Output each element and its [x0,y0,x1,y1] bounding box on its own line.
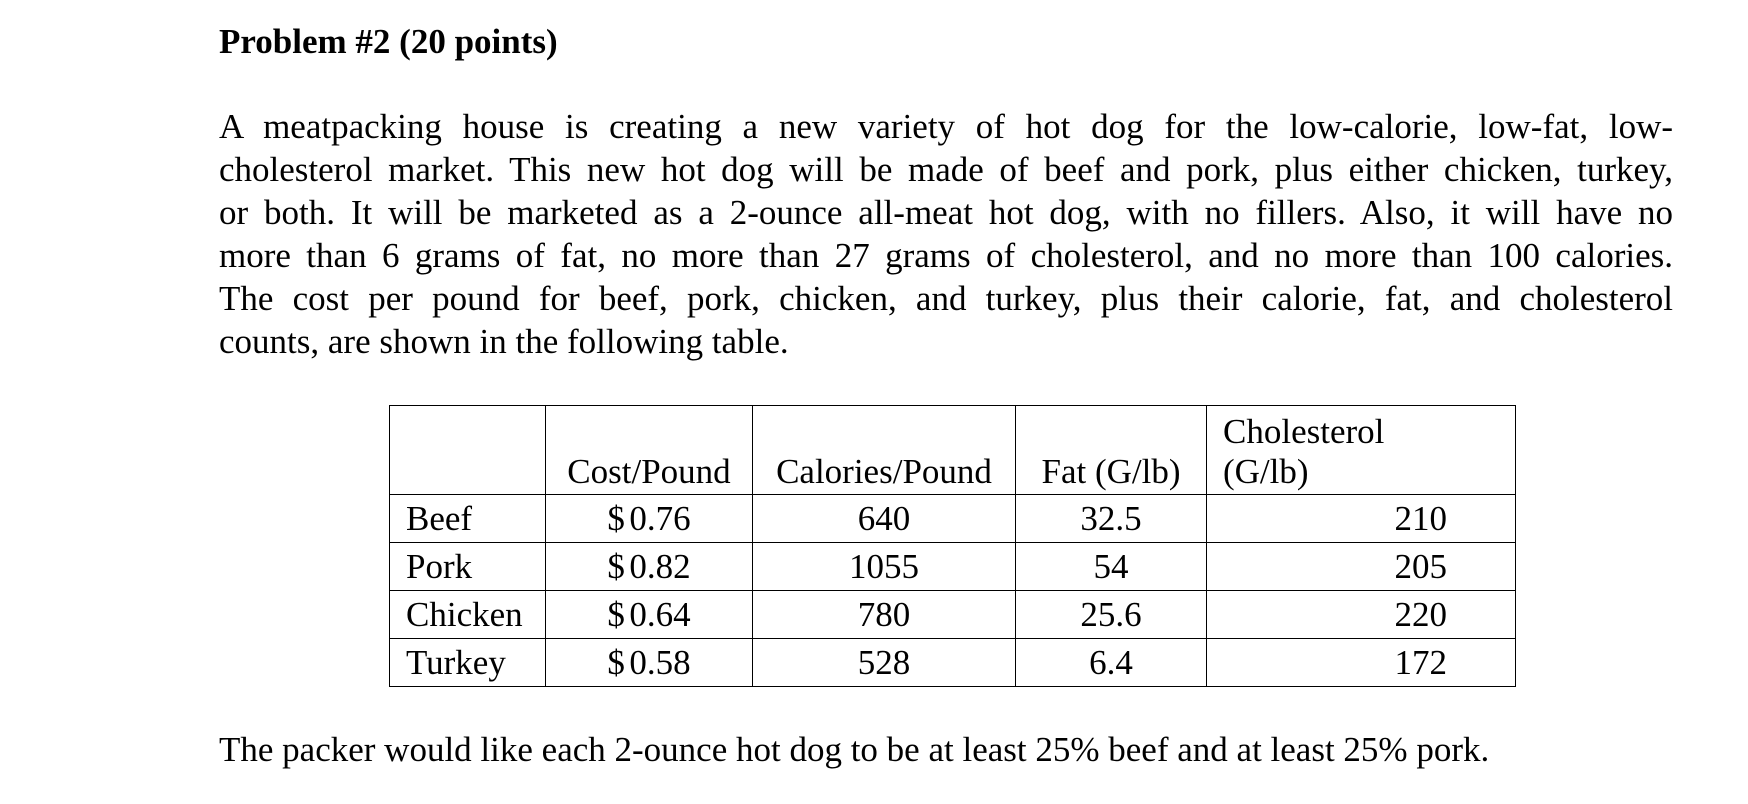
cost-cell [546,495,753,543]
problem-description [219,105,1673,363]
table-row-pork [390,543,1516,591]
description-line: A meatpacking house is creating a new variety of hot dog for the low-calorie, low-fat, low- [219,107,1673,146]
cost-cell [546,543,753,591]
meat-name-cell: Beef [390,495,546,543]
currency-symbol: $ [607,546,625,586]
meat-name-cell: Chicken [390,591,546,639]
header-cost: Cost/Pound [546,406,753,495]
meat-nutrition-table [389,405,1516,687]
cholesterol-cell: 210 [1207,495,1516,543]
header-corner-cell [390,406,546,495]
header-fat: Fat (G/lb) [1016,406,1207,495]
calories-cell: 1055 [753,543,1016,591]
description-line: The cost per pound for beef, pork, chicken, and turkey, plus their calorie, fat, and cholesterol [219,279,1673,318]
table-row-beef [390,495,1516,543]
description-line: counts, are shown in the following table. [219,322,789,361]
table-row-chicken [390,591,1516,639]
header-calories: Calories/Pound [753,406,1016,495]
meat-name-cell: Turkey [390,639,546,687]
currency-symbol: $ [607,642,625,682]
currency-symbol: $ [607,594,625,634]
meat-name-cell: Pork [390,543,546,591]
fat-cell: 32.5 [1016,495,1207,543]
calories-cell: 640 [753,495,1016,543]
description-line: more than 6 grams of fat, no more than 27 grams of cholesterol, and no more than 100 calories. [219,236,1673,275]
cost-value: 0.76 [629,498,691,538]
description-line: or both. It will be marketed as a 2-ounce all-meat hot dog, with no fillers. Also, it will have no [219,193,1673,232]
cost-value: 0.64 [629,594,691,634]
problem-heading: Problem #2 (20 points) [219,22,558,61]
cholesterol-cell: 172 [1207,639,1516,687]
calories-cell: 780 [753,591,1016,639]
cost-value: 0.82 [629,546,691,586]
cost-cell [546,591,753,639]
cholesterol-cell: 205 [1207,543,1516,591]
description-line: cholesterol market. This new hot dog will be made of beef and pork, plus either chicken, turkey, [219,150,1673,189]
currency-symbol: $ [607,498,625,538]
cost-cell [546,639,753,687]
header-cholesterol-line2: (G/lb) [1223,452,1309,491]
cost-value: 0.58 [629,642,691,682]
table-row-turkey [390,639,1516,687]
calories-cell: 528 [753,639,1016,687]
cholesterol-cell: 220 [1207,591,1516,639]
header-cholesterol-line1: Cholesterol [1223,412,1385,451]
fat-cell: 54 [1016,543,1207,591]
constraint-sentence: The packer would like each 2-ounce hot dog to be at least 25% beef and at least 25% pork. [219,730,1490,769]
fat-cell: 25.6 [1016,591,1207,639]
fat-cell: 6.4 [1016,639,1207,687]
table-header-row [390,406,1516,495]
header-cholesterol [1207,406,1516,495]
